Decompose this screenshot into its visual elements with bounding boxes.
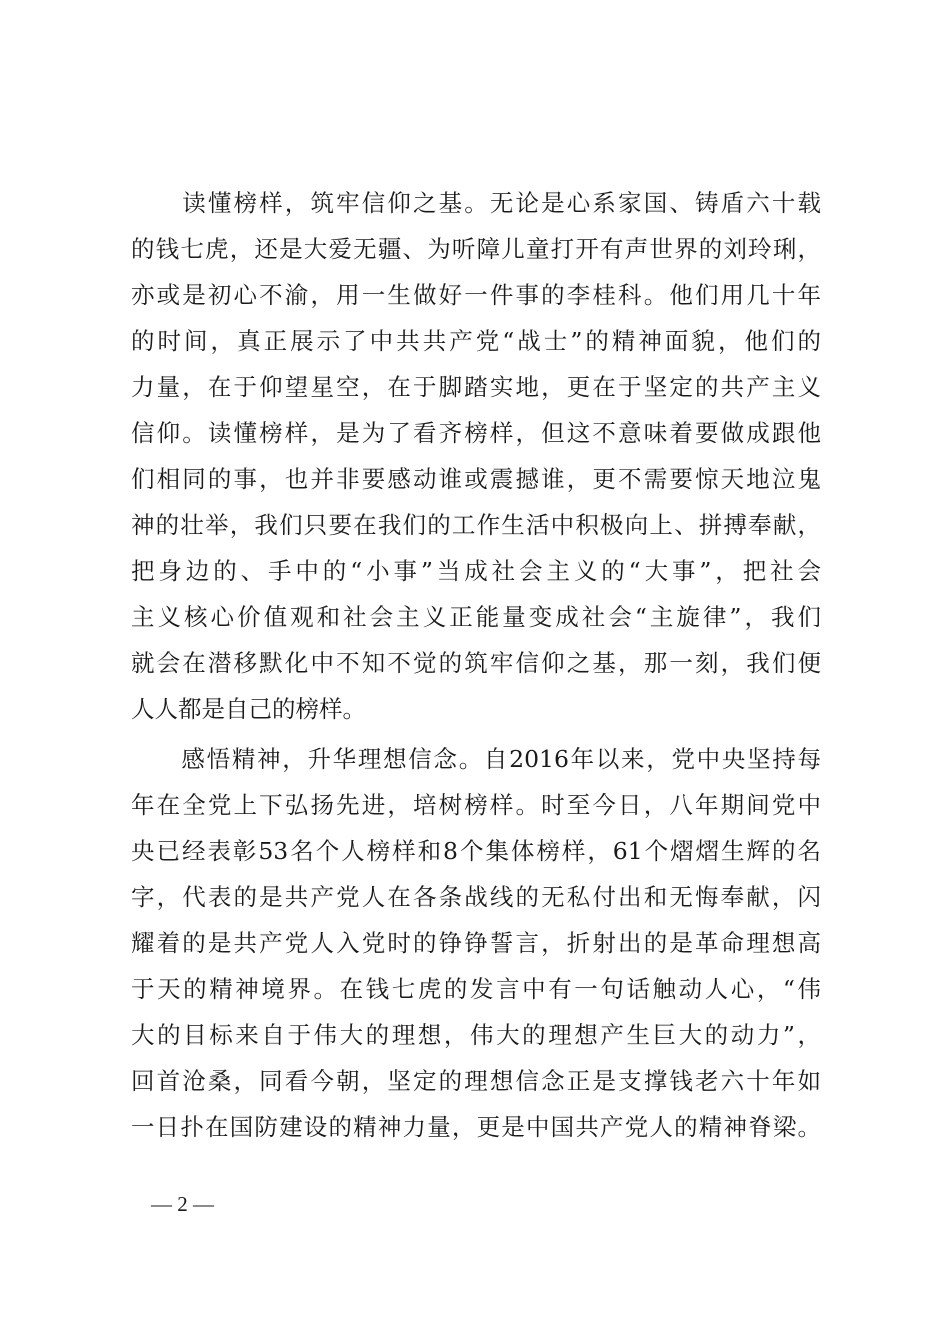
text-line: 神的壮举，我们只要在我们的工作生活中积极向上、拼搏奉献， — [131, 511, 821, 539]
text-line: 的钱七虎，还是大爱无疆、为听障儿童打开有声世界的刘玲琍， — [131, 235, 821, 263]
page-number: — 2 — — [151, 1192, 214, 1216]
text-line: 力量，在于仰望星空，在于脚踏实地，更在于坚定的共产主义 — [131, 373, 821, 401]
text-line: 字，代表的是共产党人在各条战线的无私付出和无悔奉献，闪 — [131, 883, 821, 911]
paragraph-1 — [131, 180, 821, 732]
text-line: 年在全党上下弘扬先进，培树榜样。时至今日，八年期间党中 — [131, 791, 821, 819]
text-line: 亦或是初心不渝，用一生做好一件事的李桂科。他们用几十年 — [131, 281, 821, 309]
text-line: 读懂榜样，筑牢信仰之基。无论是心系家国、铸盾六十载 — [131, 189, 821, 217]
text-line: 一日扑在国防建设的精神力量，更是中国共产党人的精神脊梁。 — [131, 1113, 821, 1141]
text-line: 耀着的是共产党人入党时的铮铮誓言，折射出的是革命理想高 — [131, 929, 821, 957]
text-line: 把身边的、手中的“小事”当成社会主义的“大事”，把社会 — [131, 557, 821, 585]
text-line: 们相同的事，也并非要感动谁或震撼谁，更不需要惊天地泣鬼 — [131, 465, 821, 493]
text-line: 回首沧桑，同看今朝，坚定的理想信念正是支撑钱老六十年如 — [131, 1067, 821, 1095]
paragraph-2 — [131, 736, 821, 1150]
text-line: 央已经表彰53名个人榜样和8个集体榜样，61个熠熠生辉的名 — [131, 837, 821, 865]
text-line: 就会在潜移默化中不知不觉的筑牢信仰之基，那一刻，我们便 — [131, 649, 821, 677]
text-line: 感悟精神，升华理想信念。自2016年以来，党中央坚持每 — [131, 745, 821, 773]
text-line: 人人都是自己的榜样。 — [131, 695, 366, 723]
text-line: 的时间，真正展示了中共共产党“战士”的精神面貌，他们的 — [131, 327, 821, 355]
text-line: 主义核心价值观和社会主义正能量变成社会“主旋律”，我们 — [131, 603, 821, 631]
text-line: 信仰。读懂榜样，是为了看齐榜样，但这不意味着要做成跟他 — [131, 419, 821, 447]
body-text — [131, 180, 821, 1150]
text-line: 于天的精神境界。在钱七虎的发言中有一句话触动人心，“伟 — [131, 975, 821, 1003]
text-line: 大的目标来自于伟大的理想，伟大的理想产生巨大的动力”， — [131, 1021, 821, 1049]
